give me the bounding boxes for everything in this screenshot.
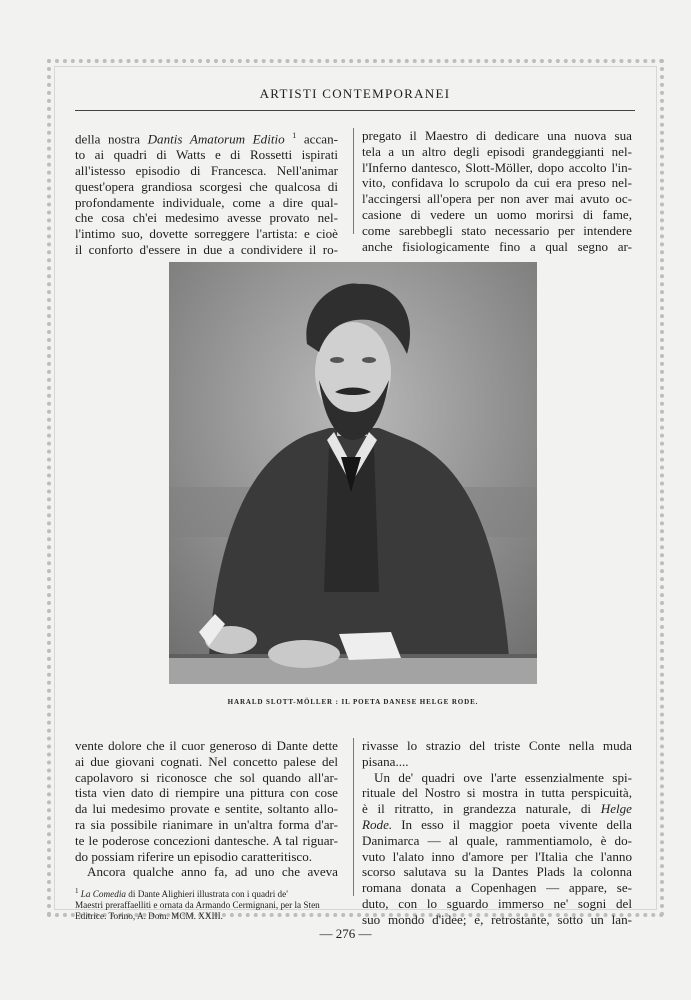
text-line: l'Inferno dantesco, Slott-Möller, dopo accolto l'in- — [362, 159, 632, 175]
text-line: l'accingersi all'opera per non aver mai avuto oc- — [362, 191, 632, 207]
footnote-marker: 1 — [292, 131, 297, 140]
column-rule — [353, 738, 354, 896]
running-header: ARTISTI CONTEMPORANEI — [259, 86, 451, 101]
text-line: anche fisiologicamente fino a qual segno ar- — [362, 238, 632, 254]
text-line: Un de' quadri ove l'arte essenzialmente spi- — [374, 769, 632, 785]
text-line: ai due giovani cognati. Nel concetto palese del — [75, 753, 338, 769]
text-line: do possiam riferire un episodio caratteritisco. — [75, 848, 313, 864]
text-line: te le poderose concezioni dantesche. A tal riguar- — [75, 832, 338, 848]
footnote-line: Editrice. Torino, A. Dom. MCM. XXIII. — [75, 911, 223, 922]
column-bottom-right — [362, 738, 632, 928]
column-top-left — [75, 128, 338, 258]
text-line: scorso salutava su la Dantes Plads la colonna — [362, 864, 632, 880]
footnote — [75, 886, 338, 922]
text-line: rituale del Nostro si mostra in tutta perspicuità, — [362, 785, 632, 801]
text-line: romana donata a Copenhagen — appare, se- — [362, 880, 632, 896]
text-line: da lui medesimo provate e sentite, soltanto allo- — [75, 801, 338, 817]
text-line: pisana.... — [362, 753, 409, 769]
text-line: to ai quadri di Watts e di Rossetti ispirati — [75, 147, 338, 163]
figure-caption: HARALD SLOTT-MÖLLER : IL POETA DANESE HELGE RODE. — [227, 698, 479, 706]
text-line: vuto l'alato inno d'amore per l'Italia che l'anno — [362, 848, 632, 864]
text-line: è il ritratto, in grandezza naturale, di Helge — [362, 801, 632, 817]
portrait-image — [169, 262, 537, 684]
text-line: profondamente individuale, come a dire qual- — [75, 194, 338, 210]
text-line: vente dolore che il cuor generoso di Dante dette — [75, 738, 338, 753]
text-line: Rode. In esso il maggior poeta vivente della — [362, 816, 632, 832]
text-line: come sarebbegli stato necessario per intendere — [362, 222, 632, 238]
portrait-photograph — [169, 262, 537, 684]
footnote-line: Maestri preraffaelliti e ornata da Armando Cermignani, per la Sten — [75, 900, 320, 911]
italic-title: Dantis Amatorum Editio — [147, 131, 285, 147]
column-rule — [353, 128, 354, 234]
column-top-right — [362, 128, 632, 254]
header-rule — [75, 110, 635, 111]
text-line: il conforto d'essere in due a condividere il ro- — [75, 241, 338, 257]
text-line: duto, con lo sguardo immerso ne' sogni del — [362, 895, 632, 911]
text-line: casione di vedere un uomo morirsi di fame, — [362, 206, 632, 222]
text-line: vito, confidava lo scrupolo da cui era preso nel- — [362, 175, 632, 191]
text-line: tista vien dato di riempire una pittura con cose — [75, 785, 338, 801]
page-number: — 276 — — [319, 926, 372, 941]
text-line: Danimarca — al quale, rammentiamolo, è do- — [362, 832, 632, 848]
text-line: l'intimo suo, dovette sorreggere l'artista: e cioè — [75, 226, 338, 242]
text-line: che cosa ch'ei medesimo avesse provato nel- — [75, 210, 338, 226]
text-line: tela a un altro degli episodi grandeggianti nel- — [362, 143, 632, 159]
text-line: ra sia possibile rianimare in un'altra forma d'ar- — [75, 816, 338, 832]
text-line: rivasse lo strazio del triste Conte nella muda — [362, 738, 632, 753]
footnote-line: $^1$ La Comedia di Dante Alighieri illustrata con i quadri de' — [75, 887, 288, 900]
text-line: quest'opera grandiosa scorgesi che qualcosa di — [75, 178, 338, 194]
text-line: all'istesso episodio di Francesca. Nell'animar — [75, 162, 338, 178]
column-bottom-left — [75, 738, 338, 922]
text-line: pregato il Maestro di dedicare una nuova sua — [362, 128, 632, 143]
text-line: capolavoro si riconosce che sol quando all'ar- — [75, 769, 338, 785]
text-line: suo mondo d'idee; e, retrostante, sotto un lan- — [362, 911, 632, 927]
text-line: Ancora qualche anno fa, ad uno che aveva — [87, 864, 338, 880]
text-line: della nostra Dantis Amatorum Editio $^1$ accan- — [75, 131, 338, 147]
